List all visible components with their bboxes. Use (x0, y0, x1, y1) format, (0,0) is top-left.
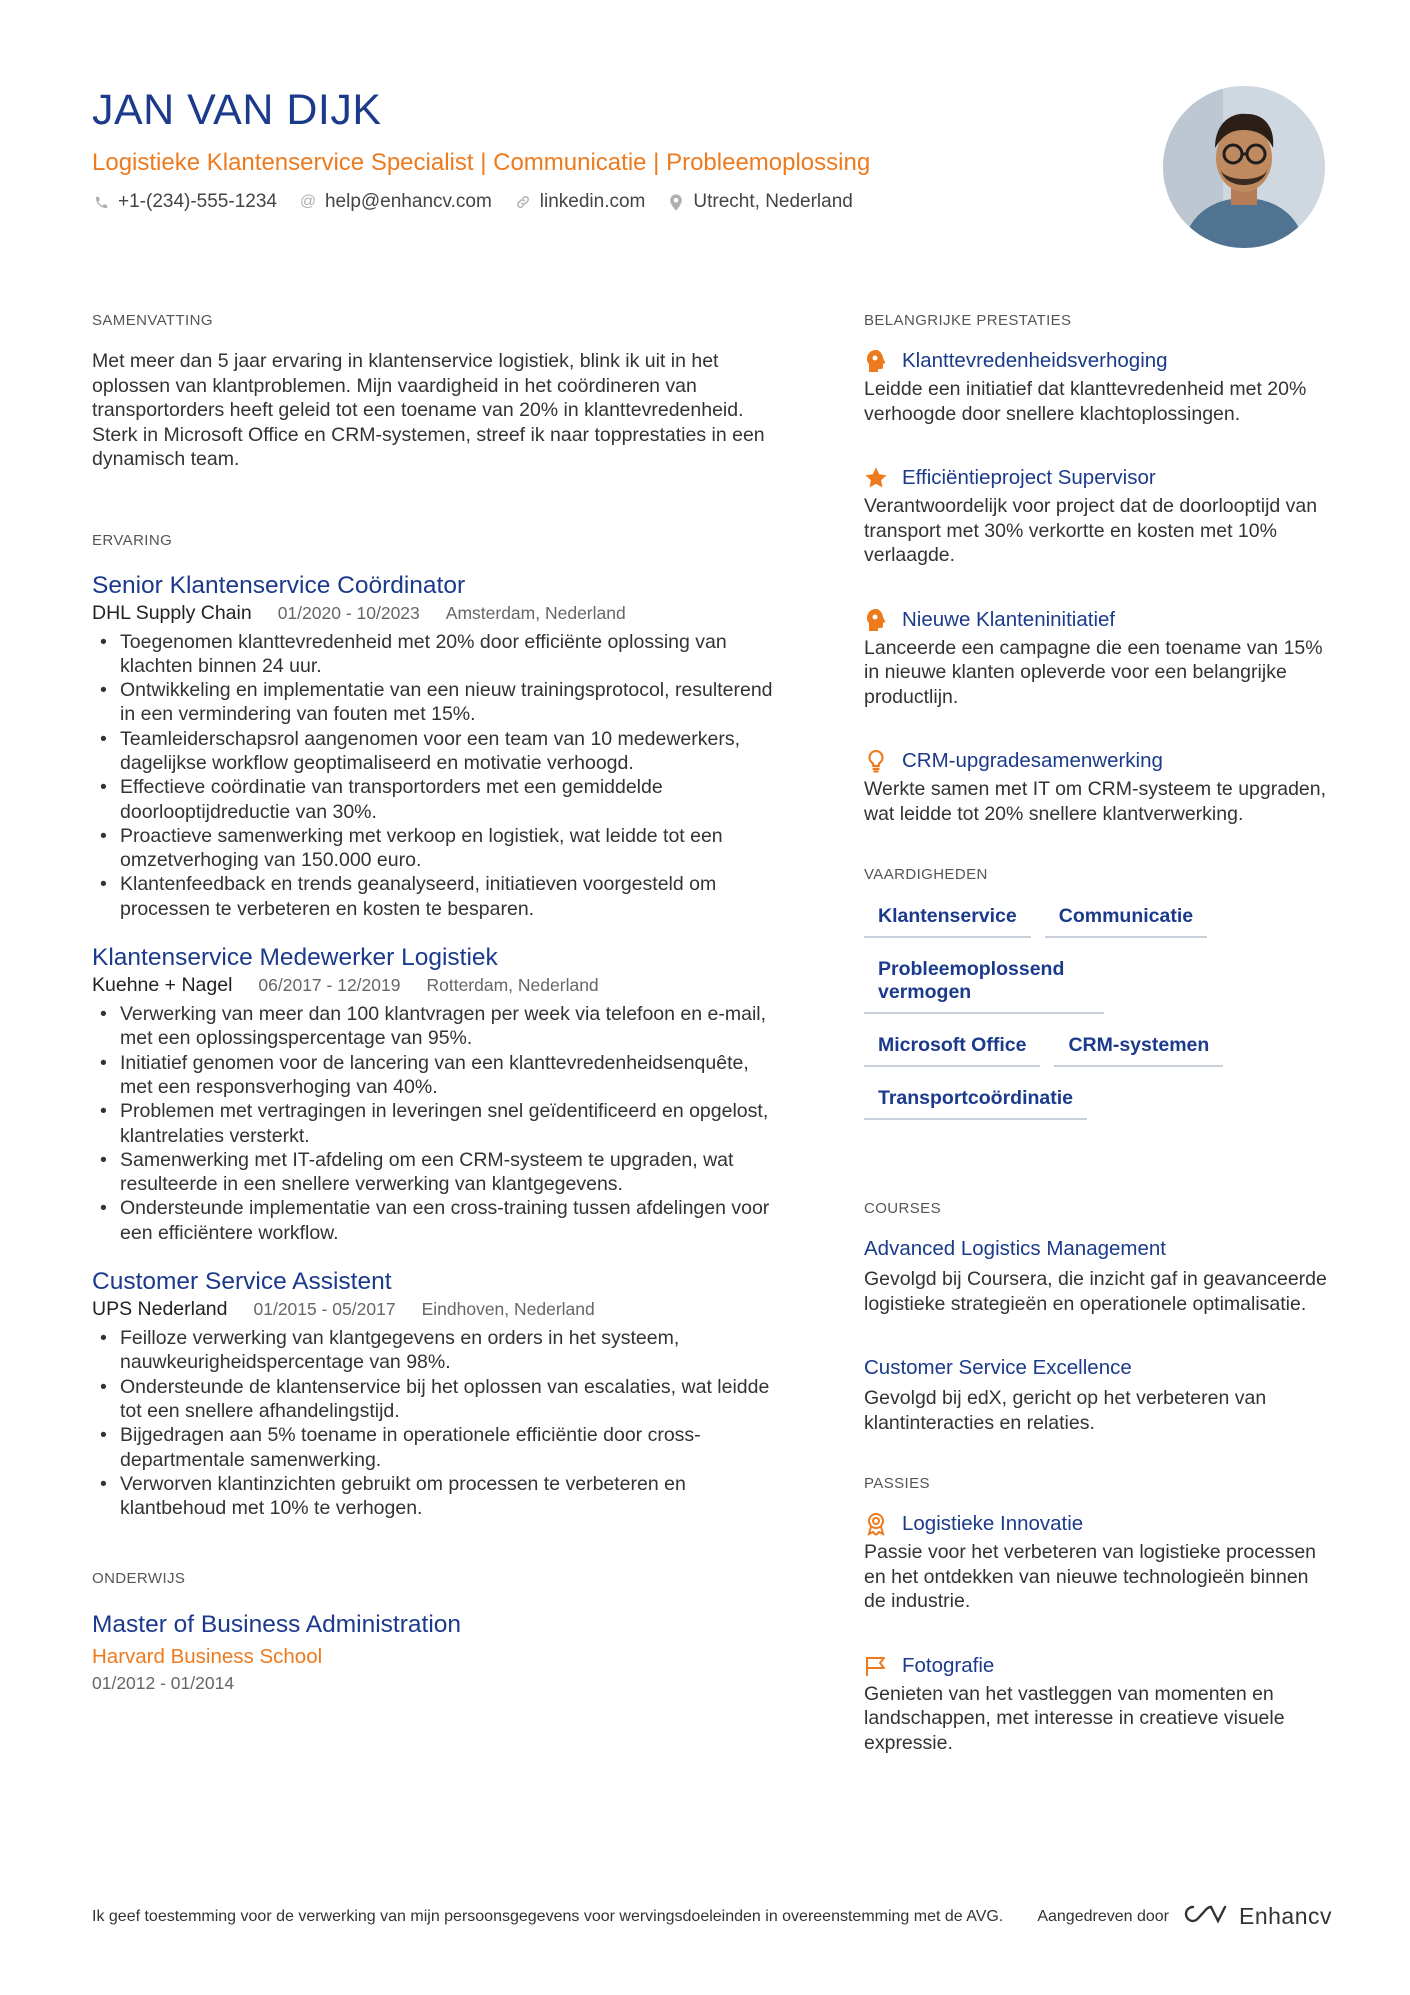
footer (92, 1902, 1332, 1931)
profile-photo (1163, 86, 1325, 248)
job-dates: 06/2017 - 12/2019 (258, 975, 401, 996)
candidate-tagline: Logistieke Klantenservice Specialist | Communicatie | Probleemoplossing (92, 149, 871, 176)
left-column (92, 312, 782, 1694)
summary-text: Met meer dan 5 jaar ervaring in klantenservice logistiek, blink ik uit in het oplossen van klantproblemen. Mijn vaardigheid in het coördineren van transportorders heeft geleid tot een toename van 20% in klanttevredenheid. Sterk in Microsoft Office en CRM-systemen, streef ik naar topprestaties in een dynamisch team. (92, 350, 765, 470)
job-bullet: • Verwerking van meer dan 100 klantvragen per week via telefoon en e-mail, met een oplossingspercentage van 95%. (92, 1002, 782, 1051)
location-pin-icon (667, 194, 685, 211)
achievement-title: Klanttevredenheidsverhoging (902, 349, 1168, 372)
job-bullets (92, 1002, 782, 1245)
job-entry (92, 571, 782, 922)
passion-desc: Passie voor het verbeteren van logistieke processen en het ontdekken van nieuwe technologieën binnen de industrie. (864, 1541, 1317, 1612)
contact-email[interactable] (299, 191, 492, 213)
skill-tag: Klantenservice (864, 905, 1031, 938)
skill-tag: Probleemoplossend vermogen (864, 958, 1104, 1014)
job-bullet: • Ontwikkeling en implementatie van een nieuw trainingsprotocol, resulterend in een vermindering van fouten met 15%. (92, 678, 782, 727)
job-title: Senior Klantenservice Coördinator (92, 571, 466, 599)
gdpr-consent: Ik geef toestemming voor de verwerking van mijn persoonsgegevens voor wervingsdoeleinden in overeenstemming met de AVG. (92, 1907, 1004, 1925)
job-bullet: • Proactieve samenwerking met verkoop en logistiek, wat leidde tot een omzetverhoging van 150.000 euro. (92, 824, 782, 873)
job-bullet: • Feilloze verwerking van klantgegevens en orders in het systeem, nauwkeurigheidspercentage van 98%. (92, 1326, 782, 1375)
job-bullets (92, 630, 782, 922)
flag-icon (864, 1654, 888, 1678)
location-text: Utrecht, Nederland (693, 191, 853, 212)
skills-section (864, 866, 1332, 1120)
enhancv-logo-icon (1181, 1902, 1227, 1931)
candidate-name: JAN VAN DIJK (92, 86, 382, 134)
achievement-title: Efficiëntieproject Supervisor (902, 466, 1156, 489)
link-icon (514, 194, 532, 210)
achievement-desc: Werkte samen met IT om CRM-systeem te upgraden, wat leidde tot 20% snellere klantverwerking. (864, 778, 1327, 825)
job-meta (92, 974, 782, 997)
job-bullets (92, 1326, 782, 1520)
job-bullet: • Bijgedragen aan 5% toename in operationele efficiëntie door cross-departmentale samenwerking. (92, 1423, 782, 1472)
summary-heading: SAMENVATTING (92, 312, 213, 329)
job-company: UPS Nederland (92, 1298, 228, 1321)
job-bullet: • Ondersteunde implementatie van een cross-training tussen afdelingen voor een efficiëntere workflow. (92, 1196, 782, 1245)
job-meta (92, 602, 782, 625)
job-bullet: • Toegenomen klanttevredenheid met 20% door efficiënte oplossing van klachten binnen 24 uur. (92, 630, 782, 679)
job-bullet: • Ondersteunde de klantenservice bij het oplossen van escalaties, wat leidde tot een snellere afhandelingstijd. (92, 1375, 782, 1424)
job-title: Customer Service Assistent (92, 1268, 392, 1296)
passions-section (864, 1475, 1332, 1755)
passion-desc: Genieten van het vastleggen van momenten en landschappen, met interesse in creatieve visuele expressie. (864, 1682, 1285, 1754)
skills-heading: VAARDIGHEDEN (864, 866, 988, 883)
enhancv-brand: Enhancv (1238, 1903, 1332, 1929)
courses-section (864, 1200, 1332, 1435)
achievement-item (864, 466, 1332, 568)
email-text: help@enhancv.com (324, 191, 492, 212)
achievements-heading: BELANGRIJKE PRESTATIES (864, 312, 1072, 329)
education-heading: ONDERWIJS (92, 1570, 186, 1588)
phone-text: +1-(234)-555-1234 (118, 191, 277, 212)
achievement-desc: Lanceerde een campagne die een toename van 15% in nieuwe klanten opleverde voor een belangrijke productlijn. (864, 636, 1323, 708)
linkedin-text: linkedin.com (539, 191, 646, 212)
course-title: Customer Service Excellence (864, 1356, 1132, 1379)
skill-tag: CRM-systemen (1054, 1034, 1223, 1067)
course-title: Advanced Logistics Management (864, 1237, 1166, 1260)
passion-item (864, 1512, 1332, 1614)
job-bullet: • Verworven klantinzichten gebruikt om processen te verbeteren en klantbehoud met 10% te verhogen. (92, 1472, 782, 1521)
achievement-title: CRM-upgradesamenwerking (902, 749, 1163, 772)
skill-tag: Communicatie (1045, 905, 1207, 938)
passions-heading: PASSIES (864, 1475, 930, 1492)
at-icon: @ (299, 193, 317, 210)
experience-heading: ERVARING (92, 531, 173, 549)
job-meta (92, 1298, 782, 1321)
job-title: Klantenservice Medewerker Logistiek (92, 944, 498, 972)
job-location: Eindhoven, Nederland (421, 1299, 595, 1320)
job-bullet: • Samenwerking met IT-afdeling om een CRM-systeem te upgraden, wat resulteerde in een snellere verwerking van klantgegevens. (92, 1148, 782, 1197)
job-dates: 01/2020 - 10/2023 (277, 602, 420, 623)
achievement-item (864, 608, 1332, 710)
passion-item (864, 1654, 1332, 1756)
job-entry (92, 1267, 782, 1520)
job-company: Kuehne + Nagel (92, 974, 233, 997)
job-bullet: • Teamleiderschapsrol aangenomen voor een team van 10 medewerkers, dagelijkse workflow geoptimaliseerd en motivatie verhoogd. (92, 727, 782, 776)
job-entry (92, 943, 782, 1245)
resume-header (92, 86, 1152, 213)
powered-by[interactable] (1037, 1902, 1332, 1931)
job-bullet: • Problemen met vertragingen in leveringen snel geïdentificeerd en opgelost, klantrelaties versterkt. (92, 1099, 782, 1148)
powered-by-label: Aangedreven door (1037, 1907, 1169, 1925)
education-school: Harvard Business School (92, 1645, 323, 1669)
job-bullet: • Effectieve coördinatie van transportorders met een gemiddelde doorlooptijdreductie van 30%. (92, 775, 782, 824)
achievement-desc: Verantwoordelijk voor project dat de doorlooptijd van transport met 30% verkortte en kosten met 10% verlaagde. (864, 495, 1318, 566)
job-bullet: • Klantenfeedback en trends geanalyseerd, initiatieven voorgesteld om processen te verbeteren en kosten te besparen. (92, 872, 782, 921)
courses-heading: COURSES (864, 1200, 941, 1217)
contact-bar (92, 191, 1152, 213)
job-bullet: • Initiatief genomen voor de lancering van een klanttevredenheidsenquête, met een responsverhoging van 40%. (92, 1051, 782, 1100)
course-item (864, 1356, 1332, 1435)
lightbulb-icon (864, 749, 888, 773)
course-item (864, 1237, 1332, 1316)
achievements-section (864, 312, 1332, 826)
achievement-item (864, 749, 1332, 826)
job-company: DHL Supply Chain (92, 601, 252, 624)
achievement-title: Nieuwe Klanteninitiatief (902, 607, 1116, 631)
passion-title: Fotografie (902, 1653, 995, 1677)
passion-title: Logistieke Innovatie (902, 1512, 1084, 1535)
head-icon (864, 608, 888, 632)
experience-section (92, 532, 782, 1521)
skill-tag: Microsoft Office (864, 1034, 1040, 1067)
contact-location (667, 191, 852, 213)
star-icon (864, 466, 888, 490)
contact-phone[interactable] (92, 191, 277, 213)
contact-linkedin[interactable] (514, 191, 646, 213)
summary-section (92, 312, 782, 472)
head-icon (864, 349, 888, 373)
course-desc: Gevolgd bij edX, gericht op het verbeteren van klantinteracties en relaties. (864, 1387, 1267, 1434)
skill-tag: Transportcoördinatie (864, 1087, 1087, 1120)
right-column (864, 312, 1332, 1795)
education-section (92, 1570, 782, 1694)
achievement-desc: Leidde een initiatief dat klanttevredenheid met 20% verhoogde door snellere klachtoplossingen. (864, 378, 1307, 425)
job-dates: 01/2015 - 05/2017 (253, 1299, 396, 1320)
course-desc: Gevolgd bij Coursera, die inzicht gaf in geavanceerde logistieke strategieën en operationele optimalisatie. (864, 1268, 1327, 1315)
job-location: Amsterdam, Nederland (445, 602, 626, 623)
achievement-item (864, 349, 1332, 426)
phone-icon (92, 195, 110, 210)
education-dates: 01/2012 - 01/2014 (92, 1673, 235, 1694)
skills-list (864, 905, 1304, 1120)
education-degree: Master of Business Administration (92, 1611, 462, 1639)
award-icon (864, 1512, 888, 1536)
job-location: Rotterdam, Nederland (426, 975, 599, 996)
